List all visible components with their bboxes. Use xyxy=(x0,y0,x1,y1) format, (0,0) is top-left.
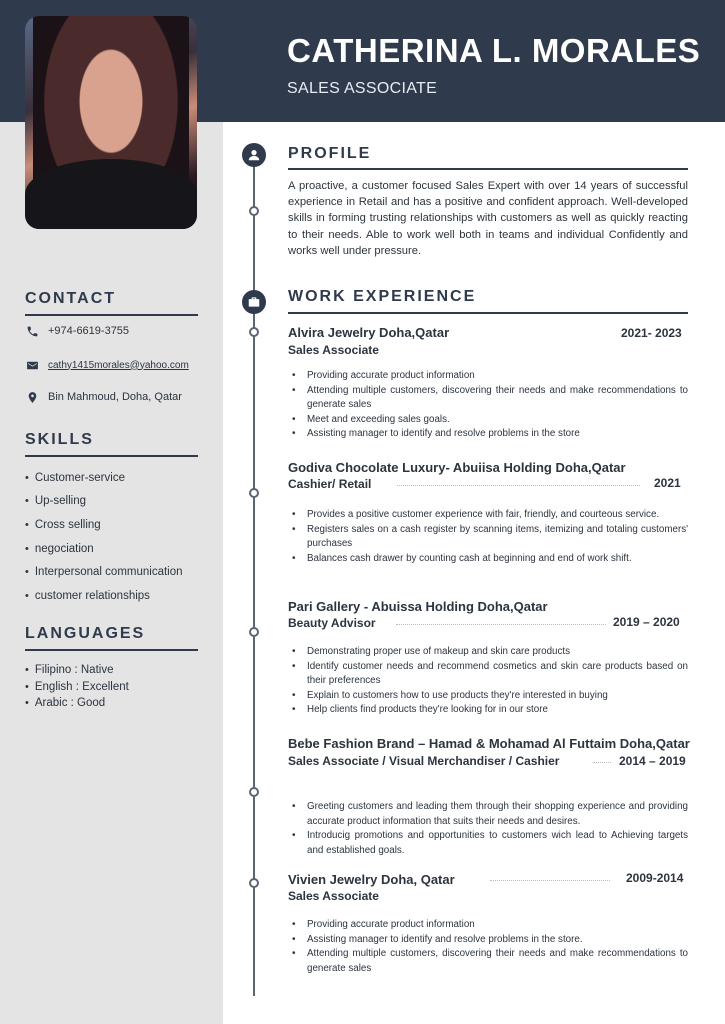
job-role: Sales Associate xyxy=(288,889,379,903)
skills-list xyxy=(25,466,183,608)
skill-item: • Customer-service xyxy=(25,466,183,490)
list-item: • Balances cash drawer by counting cash at beginning and end of work shift. xyxy=(288,552,688,567)
envelope-icon xyxy=(25,358,39,372)
profile-heading: PROFILE xyxy=(288,145,372,162)
leader-line xyxy=(593,762,611,763)
contact-address: Bin Mahmoud, Doha, Qatar xyxy=(25,390,182,404)
list-item: • Attending multiple customers, discovering their needs and make recommendations to generate sales xyxy=(288,947,688,976)
list-item: • Providing accurate product information xyxy=(288,369,688,384)
languages-list xyxy=(25,662,129,712)
timeline-dot xyxy=(249,627,259,637)
skill-item: • Cross selling xyxy=(25,513,183,537)
job-role: Beauty Advisor xyxy=(288,616,376,630)
skill-item: • customer relationships xyxy=(25,584,183,608)
profile-summary: A proactive, a customer focused Sales Expert with over 14 years of successful experience in Retail and has a positive and confident approach. Well-developed skills in forming trusting relationships with customers as well as quickly reacting to their needs. Able to work well both in teams and individual Confidently and works well under pressure. xyxy=(288,180,688,257)
contact-phone: +974-6619-3755 xyxy=(25,324,129,338)
list-item: • Providing accurate product information xyxy=(288,918,688,933)
job-bullets xyxy=(288,645,688,718)
job-bullets xyxy=(288,508,688,566)
person-icon xyxy=(242,143,266,167)
timeline-dot xyxy=(249,787,259,797)
leader-line xyxy=(490,880,610,881)
timeline-dot xyxy=(249,488,259,498)
list-item: • Assisting manager to identify and resolve problems in the store. xyxy=(288,933,688,948)
email-link[interactable]: cathy1415morales@yahoo.com xyxy=(48,359,189,371)
languages-heading: LANGUAGES xyxy=(25,625,146,642)
skill-item: • Up-selling xyxy=(25,490,183,514)
candidate-name: CATHERINA L. MORALES xyxy=(287,32,701,69)
job-bullets xyxy=(288,369,688,442)
job-dates: 2009-2014 xyxy=(626,871,684,885)
job-dates: 2014 – 2019 xyxy=(619,754,686,768)
candidate-title: SALES ASSOCIATE xyxy=(287,80,438,97)
skills-heading: SKILLS xyxy=(25,431,94,448)
skill-item: • Interpersonal communication xyxy=(25,560,183,584)
job-bullets xyxy=(288,918,688,976)
contact-heading: CONTACT xyxy=(25,290,117,307)
job-company: Bebe Fashion Brand – Hamad & Mohamad Al Futtaim Doha,Qatar xyxy=(288,736,690,751)
list-item: • Meet and exceeding sales goals. xyxy=(288,413,688,428)
profile-photo xyxy=(25,16,197,229)
contact-email[interactable] xyxy=(25,358,189,372)
job-company: Godiva Chocolate Luxury- Abuiisa Holding Doha,Qatar xyxy=(288,460,626,475)
timeline-dot xyxy=(249,878,259,888)
list-item: • Demonstrating proper use of makeup and skin care products xyxy=(288,645,688,660)
list-item: • Assisting manager to identify and resolve problems in the store xyxy=(288,427,688,442)
list-item: • Registers sales on a cash register by scanning items, itemizing and totaling customers' purchases xyxy=(288,523,688,552)
list-item: • Introducig promotions and opportunities to customers wich lead to Achieving targets and established goals. xyxy=(288,829,688,858)
job-bullets xyxy=(288,800,688,858)
timeline-dot xyxy=(249,327,259,337)
job-role: Cashier/ Retail xyxy=(288,477,372,491)
language-item: • English : Excellent xyxy=(25,679,129,696)
job-company: Vivien Jewelry Doha, Qatar xyxy=(288,872,455,887)
profile-rule xyxy=(288,168,688,170)
briefcase-icon xyxy=(242,290,266,314)
leader-line xyxy=(396,624,606,625)
list-item: • Greeting customers and leading them through their shopping experience and providing accurate product information that suits their needs and desires. xyxy=(288,800,688,829)
job-company: Pari Gallery - Abuissa Holding Doha,Qatar xyxy=(288,599,548,614)
list-item: • Provides a positive customer experience with fair, friendly, and courteous service. xyxy=(288,508,688,523)
location-pin-icon xyxy=(25,390,39,404)
list-item: • Attending multiple customers, discovering their needs and make recommendations to generate sales xyxy=(288,384,688,413)
job-dates: 2021 xyxy=(654,476,681,490)
list-item: • Help clients find products they're looking for in our store xyxy=(288,703,688,718)
language-item: • Arabic : Good xyxy=(25,695,129,712)
languages-rule xyxy=(25,649,198,651)
language-item: • Filipino : Native xyxy=(25,662,129,679)
experience-rule xyxy=(288,312,688,314)
timeline-dot xyxy=(249,206,259,216)
job-dates: 2019 – 2020 xyxy=(613,615,680,629)
job-role: Sales Associate / Visual Merchandiser / Cashier xyxy=(288,754,560,768)
job-role: Sales Associate xyxy=(288,343,379,357)
skill-item: • negociation xyxy=(25,537,183,561)
timeline-line xyxy=(253,160,255,996)
job-dates: 2021- 2023 xyxy=(621,326,682,340)
job-company: Alvira Jewelry Doha,Qatar xyxy=(288,325,450,340)
leader-line xyxy=(397,485,640,486)
experience-heading: WORK EXPERIENCE xyxy=(288,288,477,305)
phone-icon xyxy=(25,324,39,338)
list-item: • Explain to customers how to use products they're interested in buying xyxy=(288,689,688,704)
list-item: • Identify customer needs and recommend cosmetics and skin care products based on their preferences xyxy=(288,660,688,689)
skills-rule xyxy=(25,455,198,457)
contact-rule xyxy=(25,314,198,316)
